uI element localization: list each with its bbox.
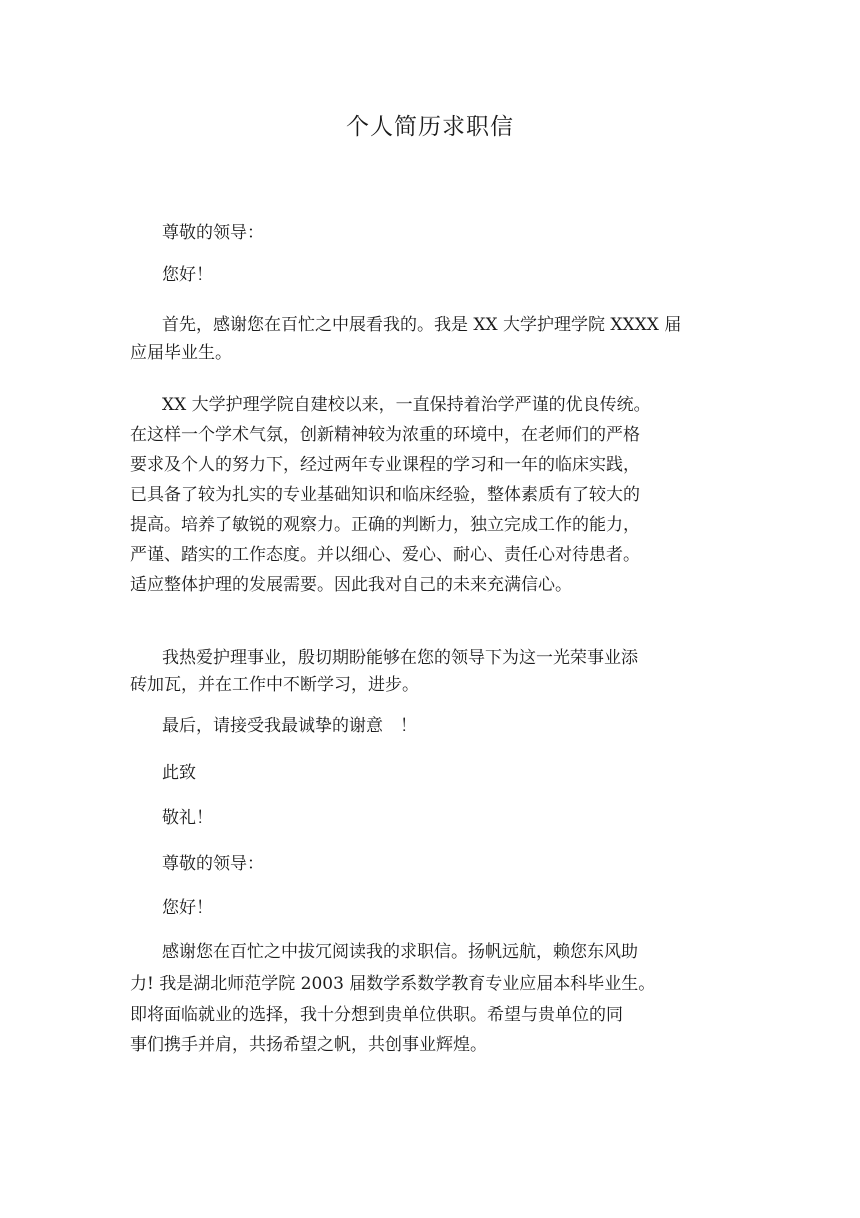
closing-thanks: 最后，请接受我最诚挚的谢意 ！ (162, 716, 417, 736)
letter2-p1-line4: 事们携手并肩，共扬希望之帆，共创事业辉煌。 (130, 1035, 487, 1055)
letter1-p2-line5: 提高。培养了敏锐的观察力。正确的判断力，独立完成工作的能力， (130, 515, 640, 535)
letter1-p2-line3: 要求及个人的努力下，经过两年专业课程的学习和一年的临床实践， (130, 455, 640, 475)
closing-zhi: 此致 (162, 763, 196, 783)
letter2-p1-line2: 力! 我是湖北师范学院 2003 届数学系数学教育专业应届本科毕业生。 (130, 974, 656, 994)
letter2-p1-line3: 即将面临就业的选择，我十分想到贵单位供职。希望与贵单位的同 (130, 1005, 623, 1025)
greeting-1: 您好！ (162, 265, 213, 285)
greeting-2: 您好！ (162, 898, 213, 918)
salutation-1: 尊敬的领导： (162, 223, 264, 243)
letter1-p2-line6: 严谨、踏实的工作态度。并以细心、爱心、耐心、责任心对待患者。 (130, 545, 640, 565)
closing-regards: 敬礼！ (162, 808, 213, 828)
letter1-p2-line1: XX 大学护理学院自建校以来，一直保持着治学严谨的优良传统。 (162, 395, 651, 415)
letter1-p3-line1: 我热爱护理事业，殷切期盼能够在您的领导下为这一光荣事业添 (162, 648, 638, 668)
letter1-p3-line2: 砖加瓦，并在工作中不断学习，进步。 (130, 675, 419, 695)
letter1-p1-line1: 首先，感谢您在百忙之中展看我的。我是 XX 大学护理学院 XXXX 届 (162, 315, 682, 335)
letter1-p2-line4: 已具备了较为扎实的专业基础知识和临床经验，整体素质有了较大的 (130, 485, 640, 505)
letter1-p2-line7: 适应整体护理的发展需要。因此我对自己的未来充满信心。 (130, 575, 572, 595)
letter2-p1-line1: 感谢您在百忙之中拔冗阅读我的求职信。扬帆远航，赖您东风助 (162, 942, 638, 962)
letter1-p1-line2: 应届毕业生。 (130, 343, 232, 363)
document-title: 个人简历求职信 (346, 114, 514, 140)
letter1-p2-line2: 在这样一个学术气氛，创新精神较为浓重的环境中，在老师们的严格 (130, 425, 640, 445)
salutation-2: 尊敬的领导： (162, 854, 264, 874)
